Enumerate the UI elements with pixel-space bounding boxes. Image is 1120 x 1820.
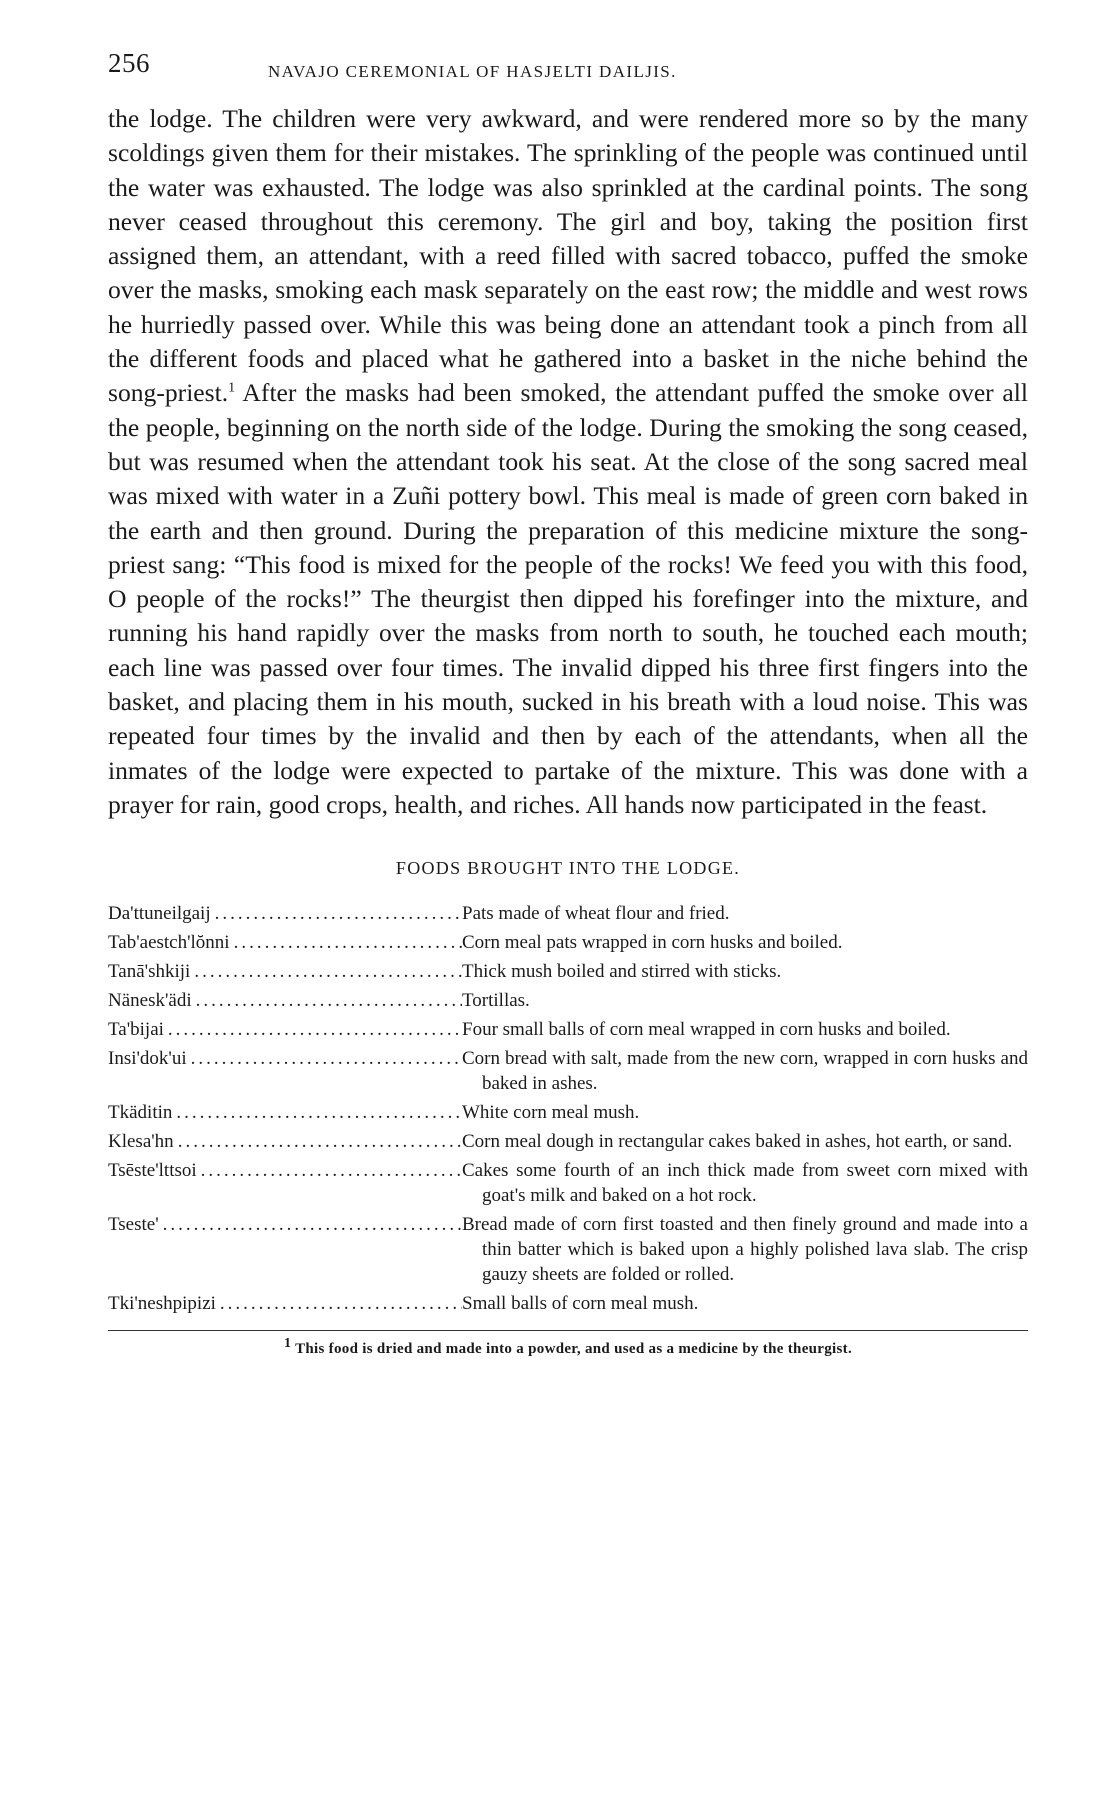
footnote-marker: 1 bbox=[283, 1336, 292, 1352]
food-row bbox=[108, 988, 1028, 1013]
leader-dots bbox=[220, 1291, 462, 1316]
food-description: White corn meal mush. bbox=[462, 1102, 640, 1124]
footnote-text: This food is dried and made into a powder, and used as a medicine by the theurgist. bbox=[291, 1341, 852, 1358]
food-name: Klesa'hn bbox=[108, 1131, 174, 1153]
food-row bbox=[108, 1017, 1028, 1042]
food-name: Tsēste'lttsoi bbox=[108, 1160, 197, 1182]
document-page bbox=[108, 48, 1028, 1358]
food-description: Thick mush boiled and stirred with sticks. bbox=[462, 961, 782, 983]
food-row bbox=[108, 930, 1028, 955]
main-paragraph bbox=[108, 102, 1028, 822]
food-name: Nänesk'ädi bbox=[108, 990, 192, 1012]
food-name: Ta'bijai bbox=[108, 1019, 164, 1041]
leader-dots bbox=[201, 1158, 462, 1183]
food-description: Tortillas. bbox=[462, 990, 530, 1012]
food-description: Small balls of corn meal mush. bbox=[462, 1293, 699, 1315]
food-name: Tki'neshpipizi bbox=[108, 1293, 216, 1315]
food-row bbox=[108, 1291, 1028, 1316]
running-head: NAVAJO CEREMONIAL OF HASJELTI DAILJIS. bbox=[268, 62, 677, 81]
food-row bbox=[108, 1158, 1028, 1208]
foods-section-heading: FOODS BROUGHT INTO THE LODGE. bbox=[395, 858, 741, 879]
paragraph-text-part-1: the lodge. The children were very awkward, and were rendered more so by the many scoldings given them for their mistakes. The sprinkling of the people was continued until the water was exhausted. The lodge was also sprinkled at the cardinal points. The song never ceased throughout this ceremony. The girl and boy, taking the position first assigned them, an attendant, with a reed filled with sacred tobacco, puffed the smoke over the masks, smoking each mask separately on the east row; the middle and west rows he hurriedly passed over. While this was being done an attendant took a pinch from all the different foods and placed what he gathered into a basket in the niche behind the song-priest. bbox=[108, 104, 1028, 408]
paragraph-text-part-2: After the masks had been smoked, the attendant puffed the smoke over all the people, beginning on the north side of the lodge. During the smoking the song ceased, but was resumed when the attendant took his seat. At the close of the song sacred meal was mixed with water in a Zuñi pottery bowl. This meal is made of green corn baked in the earth and then ground. During the preparation of this medicine mixture the song-priest sang: “This food is mixed for the people of the rocks! We feed you with this food, O people of the rocks!” The theurgist then dipped his forefinger into the mixture, and running his hand rapidly over the masks from north to south, he touched each mouth; each line was passed over four times. The invalid dipped his three first fingers into the basket, and placing them in his mouth, sucked in his breath with a loud noise. This was repeated four times by the invalid and then by each of the attendants, when all the inmates of the lodge were expected to partake of the mixture. This was done with a prayer for rain, good crops, health, and riches. All hands now participated in the feast. bbox=[108, 378, 1028, 819]
food-row bbox=[108, 959, 1028, 984]
food-row bbox=[108, 1100, 1028, 1125]
food-name: Insi'dok'ui bbox=[108, 1048, 187, 1070]
foods-table bbox=[108, 901, 1028, 1316]
leader-dots bbox=[163, 1212, 462, 1237]
food-description: Pats made of wheat flour and fried. bbox=[462, 903, 730, 925]
food-description: Bread made of corn first toasted and then finely ground and made into a thin batter which is baked upon a highly polished lava slab. The crisp gauzy sheets are folded or rolled. bbox=[462, 1214, 1028, 1286]
food-description: Cakes some fourth of an inch thick made from sweet corn mixed with goat's milk and baked on a hot rock. bbox=[462, 1160, 1028, 1207]
food-name: Tkäditin bbox=[108, 1102, 173, 1124]
leader-dots bbox=[215, 901, 462, 926]
food-name: Da'ttuneilgaij bbox=[108, 903, 211, 925]
leader-dots bbox=[176, 1100, 462, 1125]
leader-dots bbox=[168, 1017, 462, 1042]
food-row bbox=[108, 1212, 1028, 1287]
leader-dots bbox=[194, 959, 462, 984]
food-row bbox=[108, 1046, 1028, 1096]
page-number: 256 bbox=[108, 48, 150, 78]
food-description: Four small balls of corn meal wrapped in corn husks and boiled. bbox=[462, 1019, 951, 1041]
page-header bbox=[108, 48, 1028, 92]
footnote bbox=[108, 1336, 1028, 1358]
food-description: Corn meal dough in rectangular cakes baked in ashes, hot earth, or sand. bbox=[462, 1131, 1013, 1153]
food-description: Corn meal pats wrapped in corn husks and boiled. bbox=[462, 932, 843, 954]
leader-dots bbox=[191, 1046, 462, 1071]
food-row bbox=[108, 1129, 1028, 1154]
leader-dots bbox=[234, 930, 462, 955]
footnote-divider bbox=[108, 1330, 1028, 1331]
footnote-reference: 1 bbox=[228, 380, 236, 396]
leader-dots bbox=[178, 1129, 462, 1154]
food-name: Tseste' bbox=[108, 1214, 159, 1236]
food-row bbox=[108, 901, 1028, 926]
food-description: Corn bread with salt, made from the new corn, wrapped in corn husks and baked in ashes. bbox=[462, 1048, 1028, 1095]
food-name: Tanā'shkiji bbox=[108, 961, 191, 983]
leader-dots bbox=[196, 988, 462, 1013]
food-name: Tab'aestch'lŏnni bbox=[108, 932, 230, 954]
